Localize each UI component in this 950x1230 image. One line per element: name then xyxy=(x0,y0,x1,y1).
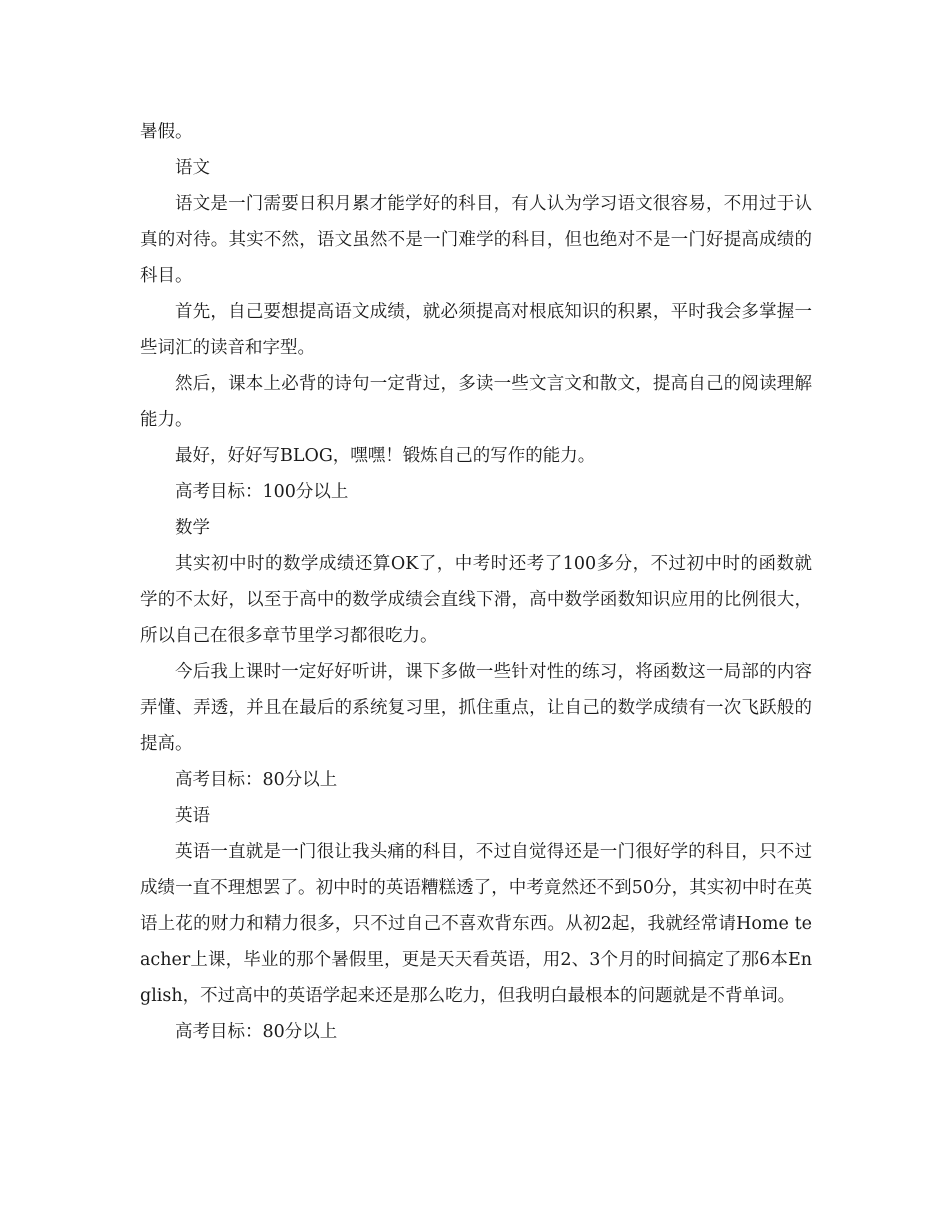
paragraph-math-intro: 其实初中时的数学成绩还算OK了，中考时还考了100多分，不过初中时的函数就学的不太好，以至于高中的数学成绩会直线下滑，高中数学函数知识应用的比例很大，所以自己在很多章节里学习都很吃力。 xyxy=(140,554,812,646)
paragraph-chinese-then: 然后，课本上必背的诗句一定背过，多读一些文言文和散文，提高自己的阅读理解能力。 xyxy=(140,374,812,430)
goal-chinese: 高考目标：100分以上 xyxy=(175,482,349,502)
section-heading-chinese: 语文 xyxy=(175,158,210,178)
paragraph-chinese-first: 首先，自己要想提高语文成绩，就必须提高对根底知识的积累，平时我会多掌握一些词汇的读音和字型。 xyxy=(140,302,812,358)
paragraph-continuation: 暑假。 xyxy=(140,122,193,142)
section-heading-english: 英语 xyxy=(175,806,210,826)
paragraph-chinese-intro: 语文是一门需要日积月累才能学好的科目，有人认为学习语文很容易，不用过于认真的对待。其实不然，语文虽然不是一门难学的科目，但也绝对不是一门好提高成绩的科目。 xyxy=(140,194,812,286)
document-body xyxy=(140,114,812,1050)
section-heading-math: 数学 xyxy=(175,518,210,538)
paragraph-math-plan: 今后我上课时一定好好听讲，课下多做一些针对性的练习，将函数这一局部的内容弄懂、弄透，并且在最后的系统复习里，抓住重点，让自己的数学成绩有一次飞跃般的提高。 xyxy=(140,662,812,754)
goal-math: 高考目标：80分以上 xyxy=(175,770,338,790)
goal-english: 高考目标：80分以上 xyxy=(175,1022,338,1042)
paragraph-chinese-finally: 最好，好好写BLOG，嘿嘿！锻炼自己的写作的能力。 xyxy=(175,446,596,466)
paragraph-english-intro: 英语一直就是一门很让我头痛的科目，不过自觉得还是一门很好学的科目，只不过成绩一直不理想罢了。初中时的英语糟糕透了，中考竟然还不到50分，其实初中时在英语上花的财力和精力很多，只不过自己不喜欢背东西。从初2起，我就经常请Home teacher上课，毕业的那个暑假里，更是天天看英语，用2、3个月的时间搞定了那6本English，不过高中的英语学起来还是那么吃力，但我明白最根本的问题就是不背单词。 xyxy=(140,842,812,1006)
